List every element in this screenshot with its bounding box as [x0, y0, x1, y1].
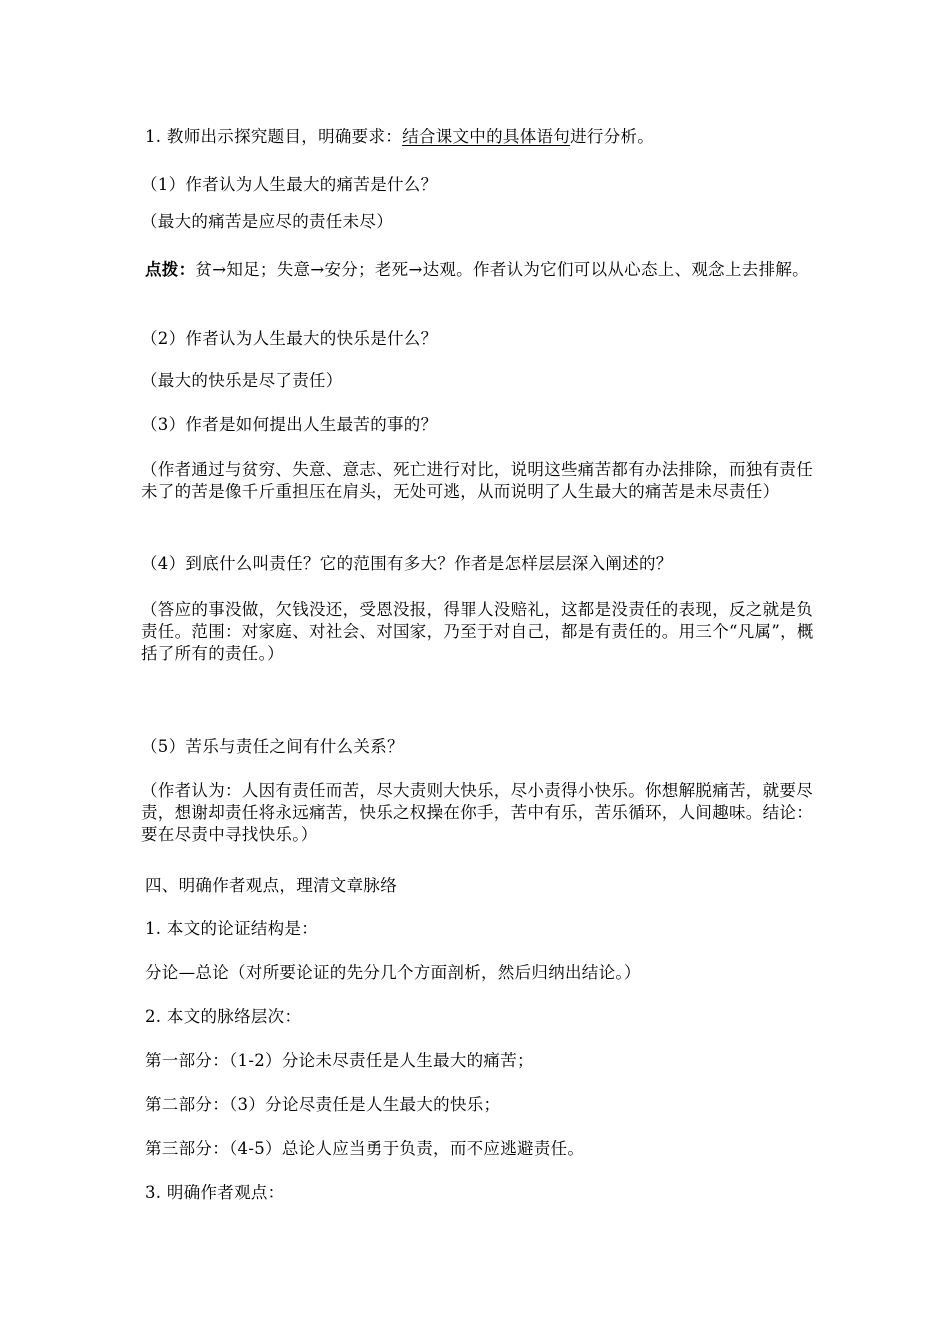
answer-2: （最大的快乐是尽了责任）	[141, 371, 343, 390]
layers-heading: 2. 本文的脉络层次：	[145, 1007, 302, 1026]
section-4-heading: 四、明确作者观点，理清文章脉络	[145, 876, 397, 895]
viewpoint-heading: 3. 明确作者观点：	[145, 1183, 285, 1202]
question-1: （1）作者认为人生最大的痛苦是什么？	[141, 175, 438, 194]
question-5: （5）苦乐与责任之间有什么关系？	[141, 737, 404, 756]
task-instruction-prefix: 1. 教师出示探究题目，明确要求：	[145, 127, 403, 146]
structure-answer: 分论—总论（对所要论证的先分几个方面剖析，然后归纳出结论。）	[145, 963, 641, 982]
question-3: （3）作者是如何提出人生最苦的事的？	[141, 415, 438, 434]
part-3: 第三部分：（4-5）总论人应当勇于负责，而不应逃避责任。	[145, 1139, 585, 1158]
tip-paragraph	[145, 259, 820, 281]
tip-text: 贫→知足；失意→安分；老死→达观。作者认为它们可以从心态上、观念上去排解。	[195, 260, 809, 279]
question-4: （4）到底什么叫责任？它的范围有多大？作者是怎样层层深入阐述的？	[141, 554, 673, 573]
answer-4: （答应的事没做，欠钱没还，受恩没报，得罪人没赔礼，这都是没责任的表现，反之就是负责任。范围：对家庭、对社会、对国家，乃至于对自己，都是有责任的。用三个“凡属”，概括了所有的责任。）	[141, 600, 814, 663]
underlined-requirement: 结合课文中的具体语句	[402, 127, 571, 146]
answer-1: （最大的痛苦是应尽的责任未尽）	[141, 212, 393, 231]
structure-heading: 1. 本文的论证结构是：	[145, 919, 319, 938]
part-1: 第一部分：（1-2）分论未尽责任是人生最大的痛苦；	[145, 1051, 534, 1070]
question-2: （2）作者认为人生最大的快乐是什么？	[141, 329, 438, 348]
task-instruction-suffix: 进行分析。	[570, 127, 655, 146]
tip-label: 点拨：	[145, 260, 196, 279]
task-instruction	[145, 126, 820, 148]
part-2: 第二部分：（3）分论尽责任是人生最大的快乐；	[145, 1095, 501, 1114]
answer-3: （作者通过与贫穷、失意、意志、死亡进行对比，说明这些痛苦都有办法排除，而独有责任未了的苦是像千斤重担压在肩头，无处可逃，从而说明了人生最大的痛苦是未尽责任）	[141, 460, 813, 501]
answer-5: （作者认为：人因有责任而苦，尽大责则大快乐，尽小责得小快乐。你想解脱痛苦，就要尽责，想谢却责任将永远痛苦，快乐之权操在你手，苦中有乐，苦乐循环，人间趣味。结论：要在尽责中寻找快乐。）	[141, 781, 813, 844]
